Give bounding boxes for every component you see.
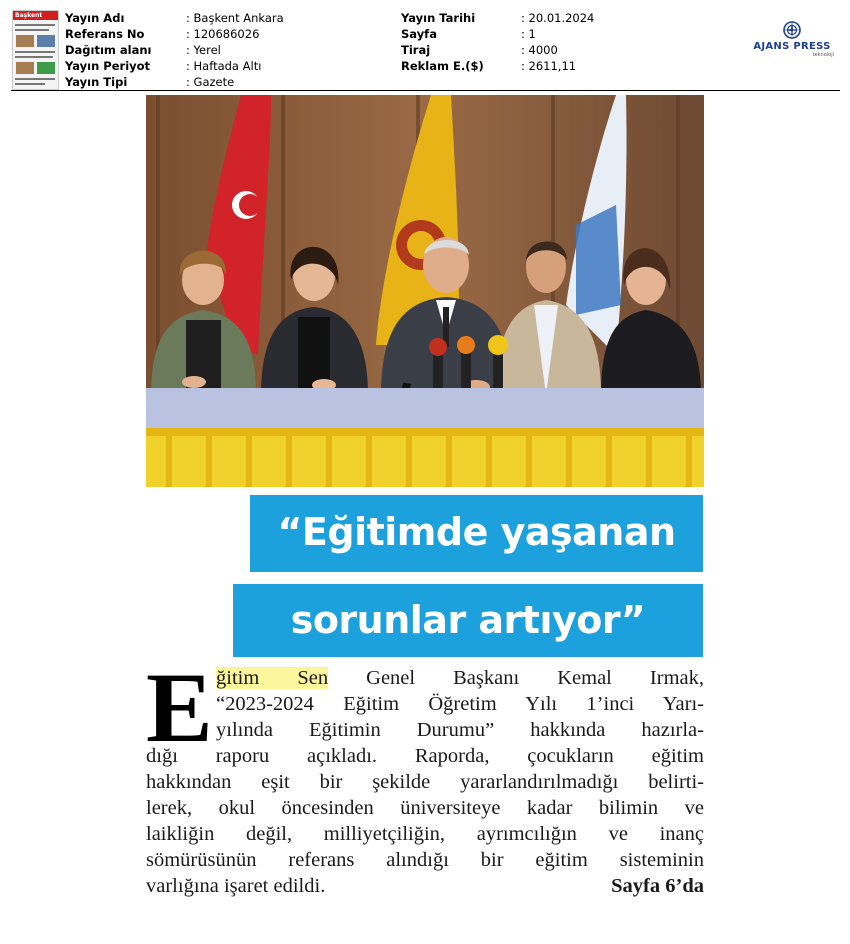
- thumbnail-line: [15, 29, 49, 31]
- thumbnail-line: [15, 56, 53, 58]
- header-divider: [11, 90, 840, 91]
- label-yayin-tipi: Yayın Tipi: [65, 75, 128, 89]
- article-line-8: sömürüsünün referans alındığı bir eğitim sisteminin: [146, 849, 704, 871]
- value-tiraj: : 4000: [521, 43, 558, 57]
- thumbnail-photo: [37, 35, 55, 47]
- logo-sub: teknoloji: [812, 52, 834, 58]
- article-line-1-rest: Genel Başkanı Kemal Irmak,: [328, 667, 704, 689]
- label-tiraj: Tiraj: [401, 43, 431, 57]
- value-referans-no: : 120686026: [186, 27, 260, 41]
- article-line-5: hakkından eşit bir şekilde yararlandırılmadığı belirti-: [146, 771, 704, 793]
- ajans-press-logo: [744, 20, 840, 60]
- article-line-7: laikliğin değil, milliyetçiliğin, ayrımcılığın ve inanç: [146, 823, 704, 845]
- headline-line-1: “Eğitimde yaşanan: [250, 495, 703, 572]
- thumbnail-photo: [16, 35, 34, 47]
- highlighted-phrase: ğitim Sen: [216, 667, 329, 689]
- header-right-values: [521, 10, 594, 74]
- label-yayin-periyot: Yayın Periyot: [65, 59, 151, 73]
- thumbnail-line: [15, 78, 55, 80]
- headline-line-2: sorunlar artıyor”: [233, 584, 703, 657]
- label-yayin-adi: Yayın Adı: [65, 11, 125, 25]
- label-reklam: Reklam E.($): [401, 59, 484, 73]
- article-line-3: yılında Eğitimin Durumu” hakkında hazırla-: [216, 719, 704, 741]
- label-sayfa: Sayfa: [401, 27, 437, 41]
- thumbnail-photo: [37, 62, 55, 74]
- value-yayin-periyot: : Haftada Altı: [186, 59, 262, 73]
- label-yayin-tarihi: Yayın Tarihi: [401, 11, 476, 25]
- thumbnail-line: [15, 83, 45, 85]
- header-right-labels: [401, 10, 484, 74]
- drop-cap: E: [146, 652, 213, 763]
- page-reference: Sayfa 6’da: [611, 875, 704, 897]
- press-photo-illustration: [146, 95, 704, 487]
- thumbnail-photo: [16, 62, 34, 74]
- thumbnail-line: [15, 51, 55, 53]
- compass-icon: [782, 20, 802, 40]
- label-dagitim-alani: Dağıtım alanı: [65, 43, 152, 57]
- value-yayin-tipi: : Gazete: [186, 75, 235, 89]
- header-left-labels: [65, 10, 152, 90]
- article-line-6: lerek, okul öncesinden üniversiteye kadar bilimin ve: [146, 797, 704, 819]
- header-left-values: [186, 10, 284, 90]
- value-yayin-tarihi: : 20.01.2024: [521, 11, 595, 25]
- article-line-9: varlığına işaret edildi.: [146, 875, 326, 897]
- value-sayfa: : 1: [521, 27, 536, 41]
- newspaper-thumbnail: [12, 10, 59, 90]
- article-body: [146, 652, 704, 934]
- value-dagitim-alani: : Yerel: [186, 43, 221, 57]
- label-referans-no: Referans No: [65, 27, 145, 41]
- thumbnail-line: [15, 24, 55, 26]
- logo-brand: AJANS PRESS: [753, 41, 831, 52]
- press-conference-photo: [146, 95, 704, 487]
- value-yayin-adi: : Başkent Ankara: [186, 11, 284, 25]
- article-line-1: [216, 666, 704, 692]
- thumbnail-name: Başkent: [15, 12, 43, 19]
- article-line-2: “2023-2024 Eğitim Öğretim Yılı 1’inci Yarı-: [216, 693, 704, 715]
- value-reklam: : 2611,11: [521, 59, 577, 73]
- article-line-4: dığı raporu açıkladı. Raporda, çocukların eğitim: [146, 745, 704, 767]
